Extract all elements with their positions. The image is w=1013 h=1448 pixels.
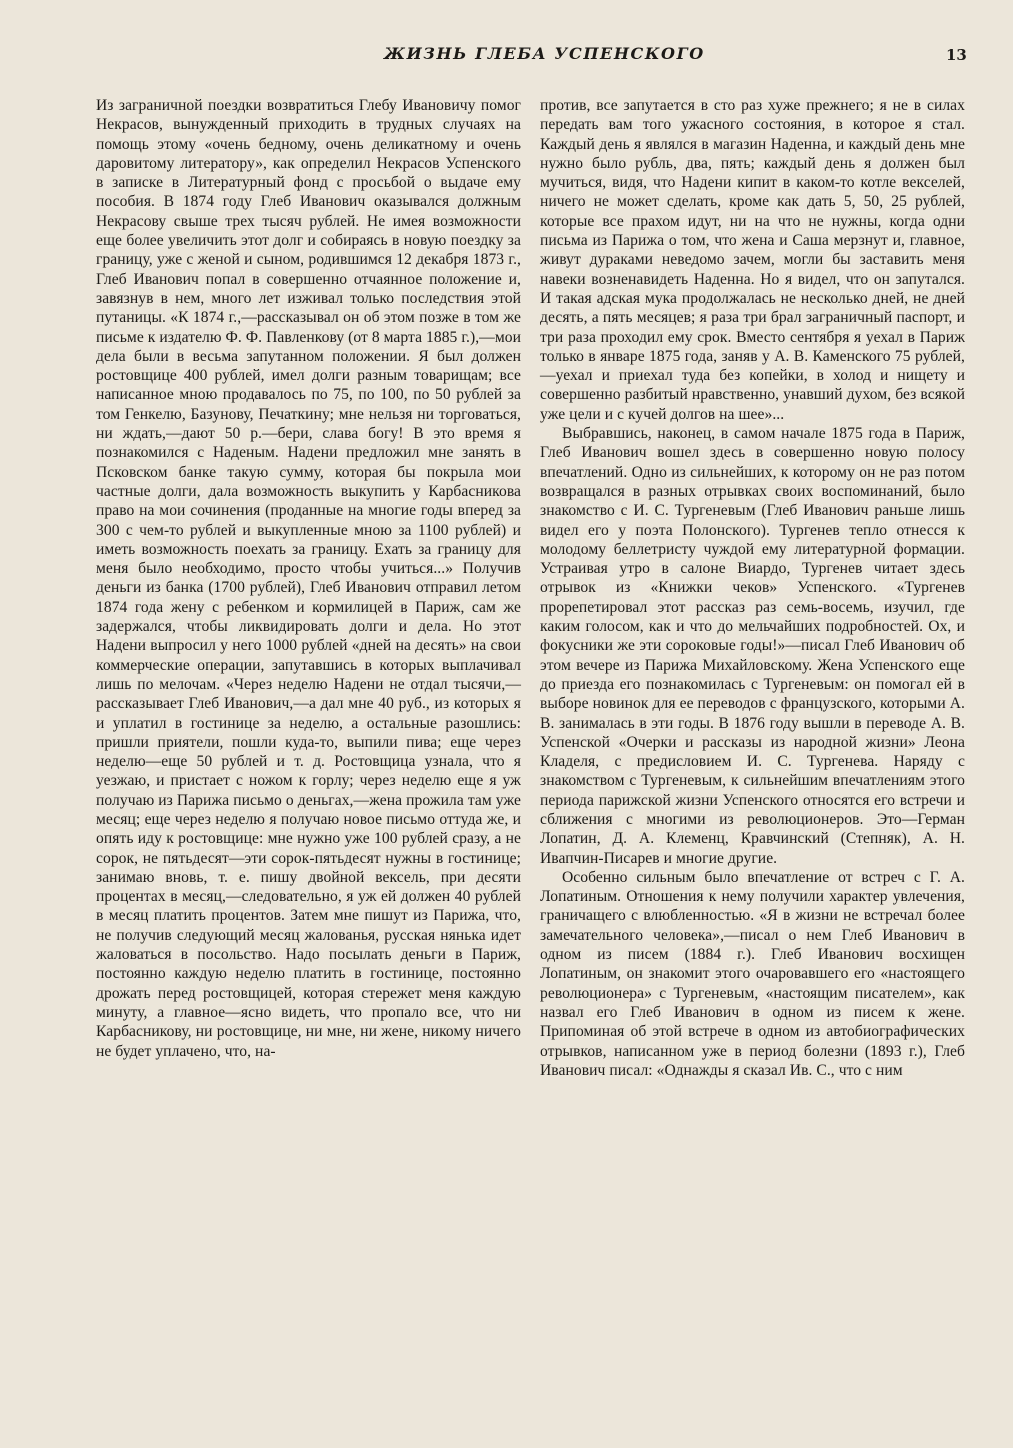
running-title: ЖИЗНЬ ГЛЕБА УСПЕНСКОГО [384, 44, 705, 63]
paragraph: против, все запутается в сто раз хуже прежнего; я не в силах передать вам того ужасного состояния, в которое я стал. Каждый день я являлся в магазин Наденна, и каждый день мне нужно было рубль, два, пять; каждый день я должен был мучиться, видя, что Надени кипит в каком-то котле векселей, ничего не может сделать, кроме как дать 5, 50, 25 рублей, которые все прахом идут, ни на что не нужны, когда одни письма из Парижа о том, что жена и Саша мерзнут и, главное, живут дураками неведомо зачем, могли бы заставить меня навеки возненавидеть Наденна. Но я видел, что он запутался. И такая адская мука продолжалась не несколько дней, не дней десять, а пять месяцев; я раза три брал заграничный паспорт, и три раза проходил ему срок. Вместо сентября я уехал в Париж только в январе 1875 года, заняв у А. В. Каменского 75 рублей,—уехал и приехал туда без копейки, в холод и нищету и совершенно разбитый нравственно, унавший духом, без всякой уже цели и с кучей долгов на шее»... [540, 97, 965, 423]
paragraph: Выбравшись, наконец, в самом начале 1875 года в Париж, Глеб Иванович вошел здесь в совершенно новую полосу впечатлений. Одно из сильнейших, к которому он не раз потом возвращался в разных отрывках своих воспоминаний, было знакомство с И. С. Тургеневым (Глеб Иванович раньше лишь видел его у поэта Полонского). Тургенев тепло отнесся к молодому беллетристу чуждой ему литературной формации. Устраивая утро в салоне Виардо, Тургенев читает здесь отрывок из «Книжки чеков» Успенского. «Тургенев прорепетировал этот рассказ раз семь-восемь, изучил, где каким голосом, как и что до мельчайших подробностей. Ох, и фокусники же эти сороковые годы!»—писал Глеб Иванович об этом вечере из Парижа Михайловскому. Жена Успенского еще до приезда его познакомилась с Тургеневым: он помогал ей в выборе новинок для ее переводов с французского, которыми А. В. занималась в эти годы. В 1876 году вышли в переводе А. В. Успенской «Очерки и рассказы из народной жизни» Леона Кладеля, с предисловием И. С. Тургенева. Наряду с знакомством с Тургеневым, к сильнейшим впечатлениям этого периода парижской жизни Успенского относятся его встречи и сближения с многими из революционеров. Это—Герман Лопатин, Д. А. Клеменц, Кравчинский (Степняк), А. Н. Ивапчин-Писарев и многие другие. [540, 425, 965, 867]
paragraph: Особенно сильным было впечатление от встреч с Г. А. Лопатиным. Отношения к нему получили характер увлечения, граничащего с влюбленностью. «Я в жизни не встречал более замечательного человека»,—писал о нем Глеб Иванович в одном из писем (1884 г.). Глеб Иванович восхищен Лопатиным, он знакомит этого очаровавшего его «настоящего революционера» с Тургеневым, «настоящим писателем», как назвал его Глеб Иванович в одном из писем к жене. Припоминая об этой встрече в одном из автобиографических отрывков, написанном уже в период болезни (1893 г.), Глеб Иванович писал: «Однажды я сказал Ив. С., что с ним [540, 868, 965, 1079]
paragraph: Из заграничной поездки возвратиться Глебу Ивановичу помог Некрасов, вынужденный приходить в трудных случаях на помощь этому «очень бедному, очень деликатному и очень даровитому литератору», как определил Некрасов Успенского в записке в Литературный фонд с просьбой о выдаче ему пособия. В 1874 году Глеб Иванович оказывался должным Некрасову свыше трех тысяч рублей. Не имея возможности еще более увеличить этот долг и собираясь в новую поездку за границу, уже с женой и сыном, родившимся 12 декабря 1873 г., Глеб Иванович попал в совершенно отчаянное положение и, завязнув в нем, много лет изживал только последствия этой путаницы. «К 1874 г.,—рассказывал он об этом позже в том же письме к издателю Ф. Ф. Павленкову (от 8 марта 1885 г.),—мои дела были в весьма запутанном положении. Я был должен ростовщице 400 рублей, имел долги разным товарищам; все написанное мною продавалось по 75, по 100, по 50 рублей за том Генкелю, Базунову, Печаткину; мне нельзя ни торговаться, ни ждать,—дают 50 р.—бери, слава богу! В это время я познакомился с Наденым. Надени предложил мне занять в Псковском банке такую сумму, которая бы покрыла мои частные долги, дала возможность выкупить у Карбасникова право на мои сочинения (проданные на многие годы вперед за 300 с чем-то рублей и выкупленные мною за 1100 рублей) и иметь возможность поехать за границу. Ехать за границу для меня было необходимо, просто чтобы учиться...» Получив деньги из банка (1700 рублей), Глеб Иванович отправил летом 1874 года жену с ребенком и кормилицей в Париж, сам же задержался, чтобы ликвидировать долги и дела. Но этот Надени выпросил у него 1000 рублей «дней на десять» на свои коммерческие операции, запутавшись в которых выплачивал лишь по мелочам. «Через неделю Надени не отдал тысячи,—рассказывает Глеб Иванович,—а дал мне 40 руб., из которых я и уплатил в гостинице за неделю, а остальные разошлись: пришли приятели, пошли куда-то, выпили пива; еще через неделю—еще 50 рублей и т. д. Ростовщица узнала, что я уезжаю, и пристает с ножом к горлу; через неделю еще я уж получаю из Парижа письмо о деньгах,—жена прожила там уже месяц; еще через неделю я получаю новое письмо оттуда же, и опять иду к ростовщице: мне нужно уже 100 рублей сразу, а не сорок, не пятьдесят—эти сорок-пятьдесят нужны в гостинице; занимаю вновь, т. е. пишу двойной вексель, при десяти процентах в месяц,—следовательно, я уж ей должен 40 рублей в месяц платить процентов. Затем мне пишут из Парижа, что, не получив следующий месяц жалованья, русская нянька идет жаловаться в посольство. Надо посылать деньги в Париж, постоянно каждую неделю платить в гостинице, постоянно дрожать перед ростовщицей, которая стережет меня каждую минуту, а главное—ясно видеть, что пропало все, что ни Карбасникову, ни ростовщице, ни мне, ни жене, никому ничего не будет уплачено, что, на- [96, 97, 521, 1060]
left-column [96, 96, 521, 1061]
right-column [540, 96, 965, 1080]
page-number: 13 [946, 46, 967, 64]
